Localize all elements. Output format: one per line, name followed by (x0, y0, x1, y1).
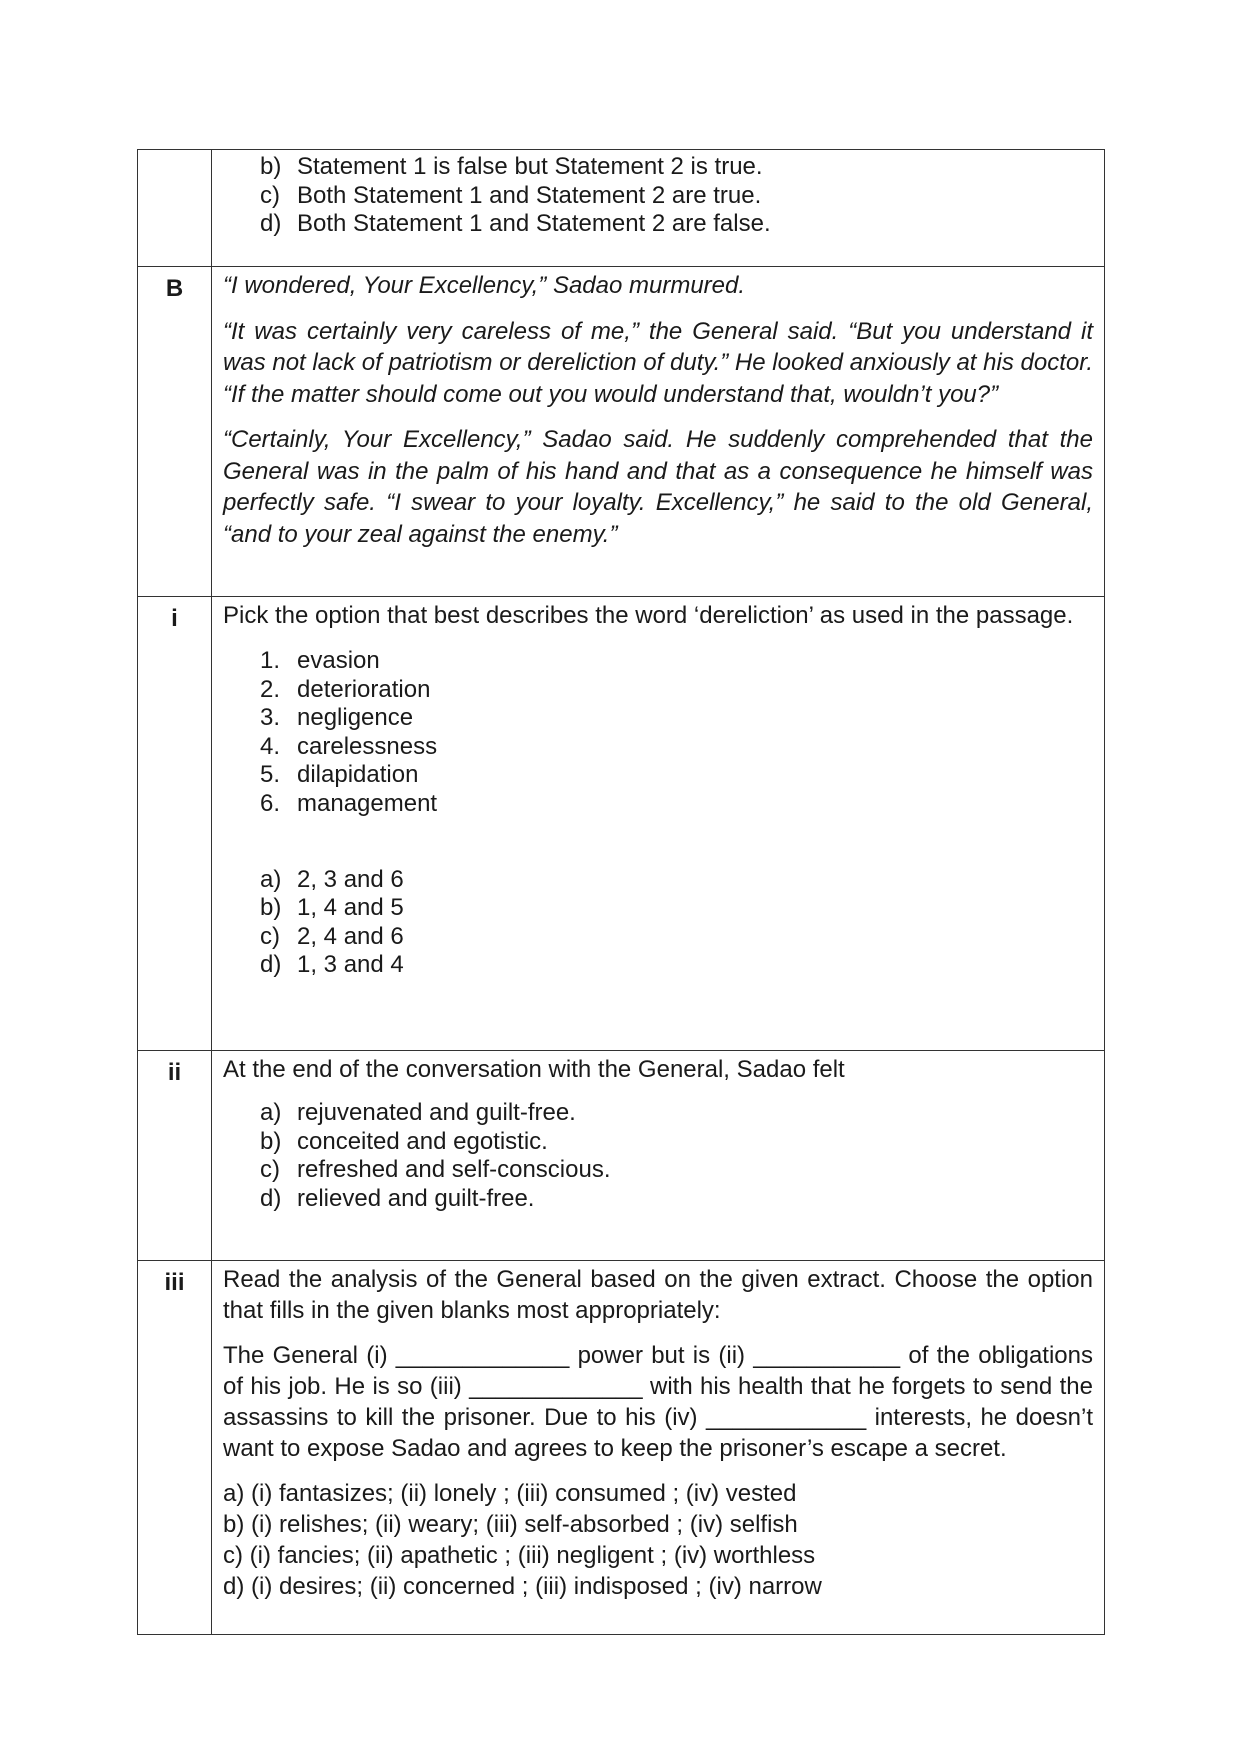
passage-paragraph: “I wondered, Your Excellency,” Sadao murmured. (223, 272, 746, 299)
option-item: a) 2, 3 and 6 (260, 865, 404, 893)
table-row-question-iii (138, 1261, 1105, 1635)
option-item: a) rejuvenated and guilt-free. (260, 1099, 576, 1126)
option-item: b) conceited and egotistic. (260, 1127, 548, 1155)
word-list (223, 647, 1093, 819)
option-item: d) (i) desires; (ii) concerned ; (iii) indisposed ; (iv) narrow (223, 1573, 822, 1600)
option-item: d) 1, 3 and 4 (260, 951, 404, 979)
answer-options (223, 866, 1093, 980)
row-label-ii: ii (138, 1051, 212, 1261)
option-item: c) 2, 4 and 6 (260, 922, 404, 950)
row-label-i: i (138, 597, 212, 1051)
row-number-empty (138, 150, 212, 267)
list-item: 2. deterioration (260, 675, 431, 703)
analysis-text: The General (i) _____________ power but is (ii) ___________ of the obligations of his job. He is so (iii) _____________ with his health that he forgets to send the assassins to kill the prisoner. Due to his (iv) ____________ interests, he doesn’t want to expose Sadao and agrees to keep the prisoner’s escape a secret. (223, 1342, 1093, 1462)
answer-options (223, 1099, 1093, 1213)
question-text: At the end of the conversation with the General, Sadao felt (223, 1056, 845, 1083)
option-item: b) 1, 4 and 5 (260, 894, 404, 922)
passage-cell (212, 267, 1105, 597)
option-item: c) Both Statement 1 and Statement 2 are true. (260, 181, 762, 209)
table-row-continuation (138, 150, 1105, 267)
option-item: d) relieved and guilt-free. (260, 1184, 535, 1212)
list-item: 6. management (260, 789, 438, 817)
list-item: 5. dilapidation (260, 761, 419, 789)
question-text: Pick the option that best describes the word ‘dereliction’ as used in the passage. (223, 602, 1074, 629)
row-label-iii: iii (138, 1261, 212, 1635)
option-item: b) (i) relishes; (ii) weary; (iii) self-absorbed ; (iv) selfish (223, 1511, 798, 1538)
answer-options (223, 1478, 1093, 1602)
list-item: 3. negligence (260, 704, 414, 732)
continuation-options (223, 153, 1093, 239)
question-table (137, 149, 1105, 1635)
table-row-passage (138, 267, 1105, 597)
question-text: Read the analysis of the General based on the given extract. Choose the option that fills in the given blanks most appropriately: (223, 1266, 1093, 1324)
question-i-cell (212, 597, 1105, 1051)
question-ii-cell (212, 1051, 1105, 1261)
option-item: c) (i) fancies; (ii) apathetic ; (iii) negligent ; (iv) worthless (223, 1542, 816, 1569)
option-item: d) Both Statement 1 and Statement 2 are false. (260, 210, 771, 238)
table-row-question-ii (138, 1051, 1105, 1261)
row-label-b: B (138, 267, 212, 597)
passage-paragraph: “Certainly, Your Excellency,” Sadao said. He suddenly comprehended that the General was in the palm of his hand and that as a consequence he himself was perfectly safe. “I swear to your loyalty. Excellency,” he said to the old General, “and to your zeal against the enemy.” (223, 426, 1093, 548)
passage-paragraph: “It was certainly very careless of me,” the General said. “But you understand it was not lack of patriotism or dereliction of duty.” He looked anxiously at his doctor. “If the matter should come out you would understand that, wouldn’t you?” (223, 317, 1093, 408)
option-item: c) refreshed and self-conscious. (260, 1156, 611, 1184)
table-row-question-i (138, 597, 1105, 1051)
list-item: 1. evasion (260, 647, 380, 674)
option-item: a) (i) fantasizes; (ii) lonely ; (iii) consumed ; (iv) vested (223, 1480, 797, 1507)
continuation-cell (212, 150, 1105, 267)
list-item: 4. carelessness (260, 732, 438, 760)
question-iii-cell (212, 1261, 1105, 1635)
option-item: b) Statement 1 is false but Statement 2 is true. (260, 153, 763, 180)
